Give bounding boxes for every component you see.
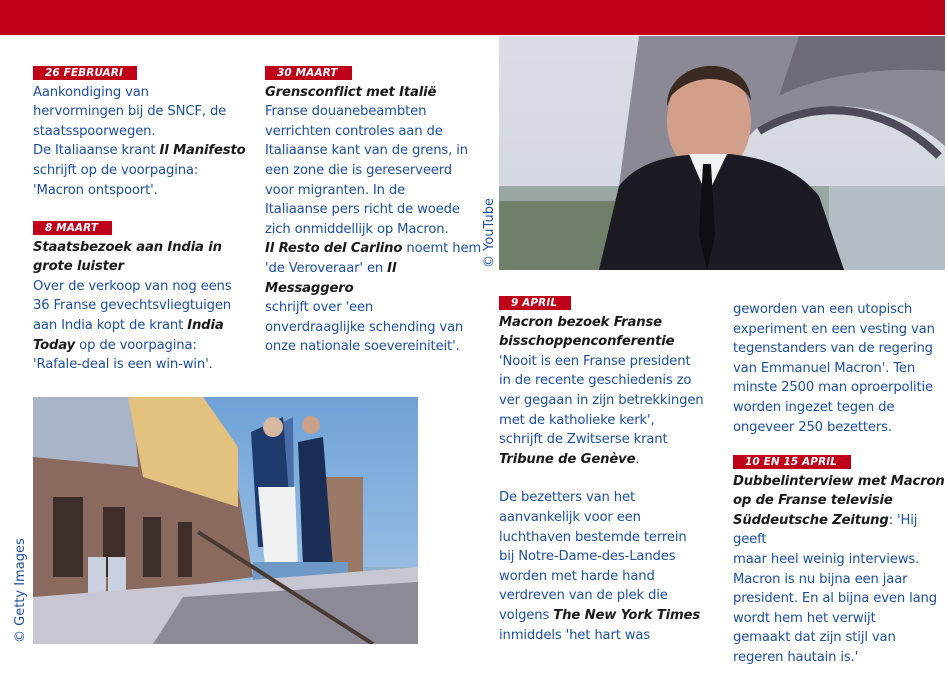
text-span: noemt hem <box>402 241 482 257</box>
text-line: ongeveer 250 bezetters. <box>733 419 892 435</box>
text-line: voor migranten. In de <box>265 182 406 198</box>
text-line: ver gegaan in zijn betrekkingen <box>499 392 704 408</box>
text-line: Aankondiging van <box>33 84 149 100</box>
text-span: : 'Hij geeft <box>733 512 918 548</box>
date-badge: 10 EN 15 APRIL <box>733 455 851 469</box>
text-line: maar heel weinig interviews. <box>733 551 920 567</box>
text-line: Italiaanse pers richt de woede <box>265 202 460 218</box>
text-line: inmiddels 'het hart was <box>499 627 651 643</box>
text-line: geworden van een utopisch <box>733 302 913 317</box>
text-line <box>499 606 719 626</box>
macron-photo-illustration <box>499 36 945 270</box>
text-line: schrijft over 'een <box>265 300 374 316</box>
text-line: verdreven van de plek die <box>499 588 668 604</box>
text-span: 'de Veroveraar' en <box>265 260 388 276</box>
entry-title: Grensconflict met Italië <box>265 84 437 100</box>
photo-credit-getty: © Getty Images <box>13 538 28 643</box>
text-line: regeren hautain is.' <box>733 649 859 665</box>
text-line: bij Notre-Dame-des-Landes <box>499 549 676 565</box>
newspaper-name: Süddeutsche Zeitung <box>733 512 889 528</box>
newspaper-name: Today <box>33 337 76 353</box>
text-line: experiment en een vesting van <box>733 321 935 337</box>
text-span: . <box>635 451 640 467</box>
entry-8-maart <box>33 218 248 375</box>
text-line: minste 2500 man oproerpolitie <box>733 380 933 396</box>
text-line <box>265 239 487 259</box>
text-line: zich onmiddellijk op Macron. <box>265 221 449 237</box>
text-line: schrijft op de voorpagina: <box>33 162 199 178</box>
text-line: luchthaven bestemde terrein <box>499 529 687 545</box>
date-badge: 8 MAART <box>33 221 112 235</box>
entry-title: bisschoppenconferentie <box>499 334 675 350</box>
text-line <box>33 336 248 356</box>
text-line: van Emmanuel Macron'. Ten <box>733 360 916 376</box>
entry-10-en-15-april <box>733 452 945 668</box>
text-line: onverdraaglijke schending van <box>265 319 464 335</box>
date-badge: 9 APRIL <box>499 296 571 310</box>
text-line: verrichten controles aan de <box>265 123 443 139</box>
text-line: Over de verkoop van nog eens <box>33 278 232 294</box>
text-line: gemaakt dat zijn stijl van <box>733 630 896 646</box>
newspaper-name: Il Resto del Carlino <box>265 241 403 257</box>
text-line <box>33 316 248 336</box>
newspaper-name: Il Manifesto <box>159 143 246 159</box>
text-line: president. En al bijna even lang <box>733 591 937 607</box>
photo-india-ghat-cutout <box>33 397 418 644</box>
text-line: Macron is nu bijna een jaar <box>733 571 908 587</box>
entry-title: Macron bezoek Franse <box>499 314 662 330</box>
entry-26-februari <box>33 63 248 200</box>
newspaper-name: The New York Times <box>553 607 701 623</box>
text-span: De Italiaanse krant <box>33 143 160 159</box>
text-line: schrijft de Zwitserse krant <box>499 432 668 448</box>
text-line: tegenstanders van de regering <box>733 341 933 357</box>
newspaper-name: India <box>187 317 224 333</box>
text-line: aanvankelijk voor een <box>499 509 641 525</box>
date-badge: 30 MAART <box>265 66 352 80</box>
entry-title: Staatsbezoek aan India in <box>33 239 222 255</box>
entry-9-april <box>499 293 719 645</box>
text-line: 36 Franse gevechtsvliegtuigen <box>33 298 231 314</box>
text-line: wordt hem het verwijt <box>733 610 876 626</box>
india-photo-illustration <box>33 397 418 644</box>
text-line <box>33 141 248 161</box>
date-badge: 26 FEBRUARI <box>33 66 137 80</box>
text-line: onze nationale soevereiniteit'. <box>265 339 460 355</box>
entry-title: op de Franse televisie <box>733 493 893 509</box>
text-line: hervormingen bij de SNCF, de <box>33 104 227 120</box>
text-span: volgens <box>499 607 554 623</box>
spacer <box>499 469 719 488</box>
newspaper-name: Tribune de Genève <box>499 451 636 467</box>
text-line: 'Macron ontspoort'. <box>33 182 158 198</box>
text-line: worden ingezet tegen de <box>733 399 895 415</box>
text-line: 'Nooit is een Franse president <box>499 353 691 369</box>
text-line: staatsspoorwegen. <box>33 123 156 139</box>
photo-macron-eiffel-tower <box>499 36 945 270</box>
text-line: De bezetters van het <box>499 490 635 506</box>
photo-credit-youtube: © YouTube <box>482 198 497 268</box>
entry-9-april-continued <box>733 300 945 437</box>
text-line: Italiaanse kant van de grens, in <box>265 143 468 159</box>
newspaper-name: Il Messaggero <box>265 260 397 296</box>
text-line: in de recente geschiedenis zo <box>499 373 692 389</box>
text-line <box>499 450 719 470</box>
text-line: 'Rafale-deal is een win-win'. <box>33 357 213 373</box>
text-span: aan India kopt de krant <box>33 317 188 333</box>
text-line: met de katholieke kerk', <box>499 412 655 428</box>
entry-title: Dubbelinterview met Macron <box>733 473 945 489</box>
text-line: worden met harde hand <box>499 568 655 584</box>
text-line: een zone die is gereserveerd <box>265 162 453 178</box>
text-span: op de voorpagina: <box>75 337 197 353</box>
text-line <box>265 259 487 298</box>
text-line: Franse douanebeambten <box>265 104 427 120</box>
entry-30-maart <box>265 63 487 357</box>
header-bar <box>0 0 945 35</box>
entry-title: grote luister <box>33 259 124 275</box>
text-line <box>733 511 945 550</box>
